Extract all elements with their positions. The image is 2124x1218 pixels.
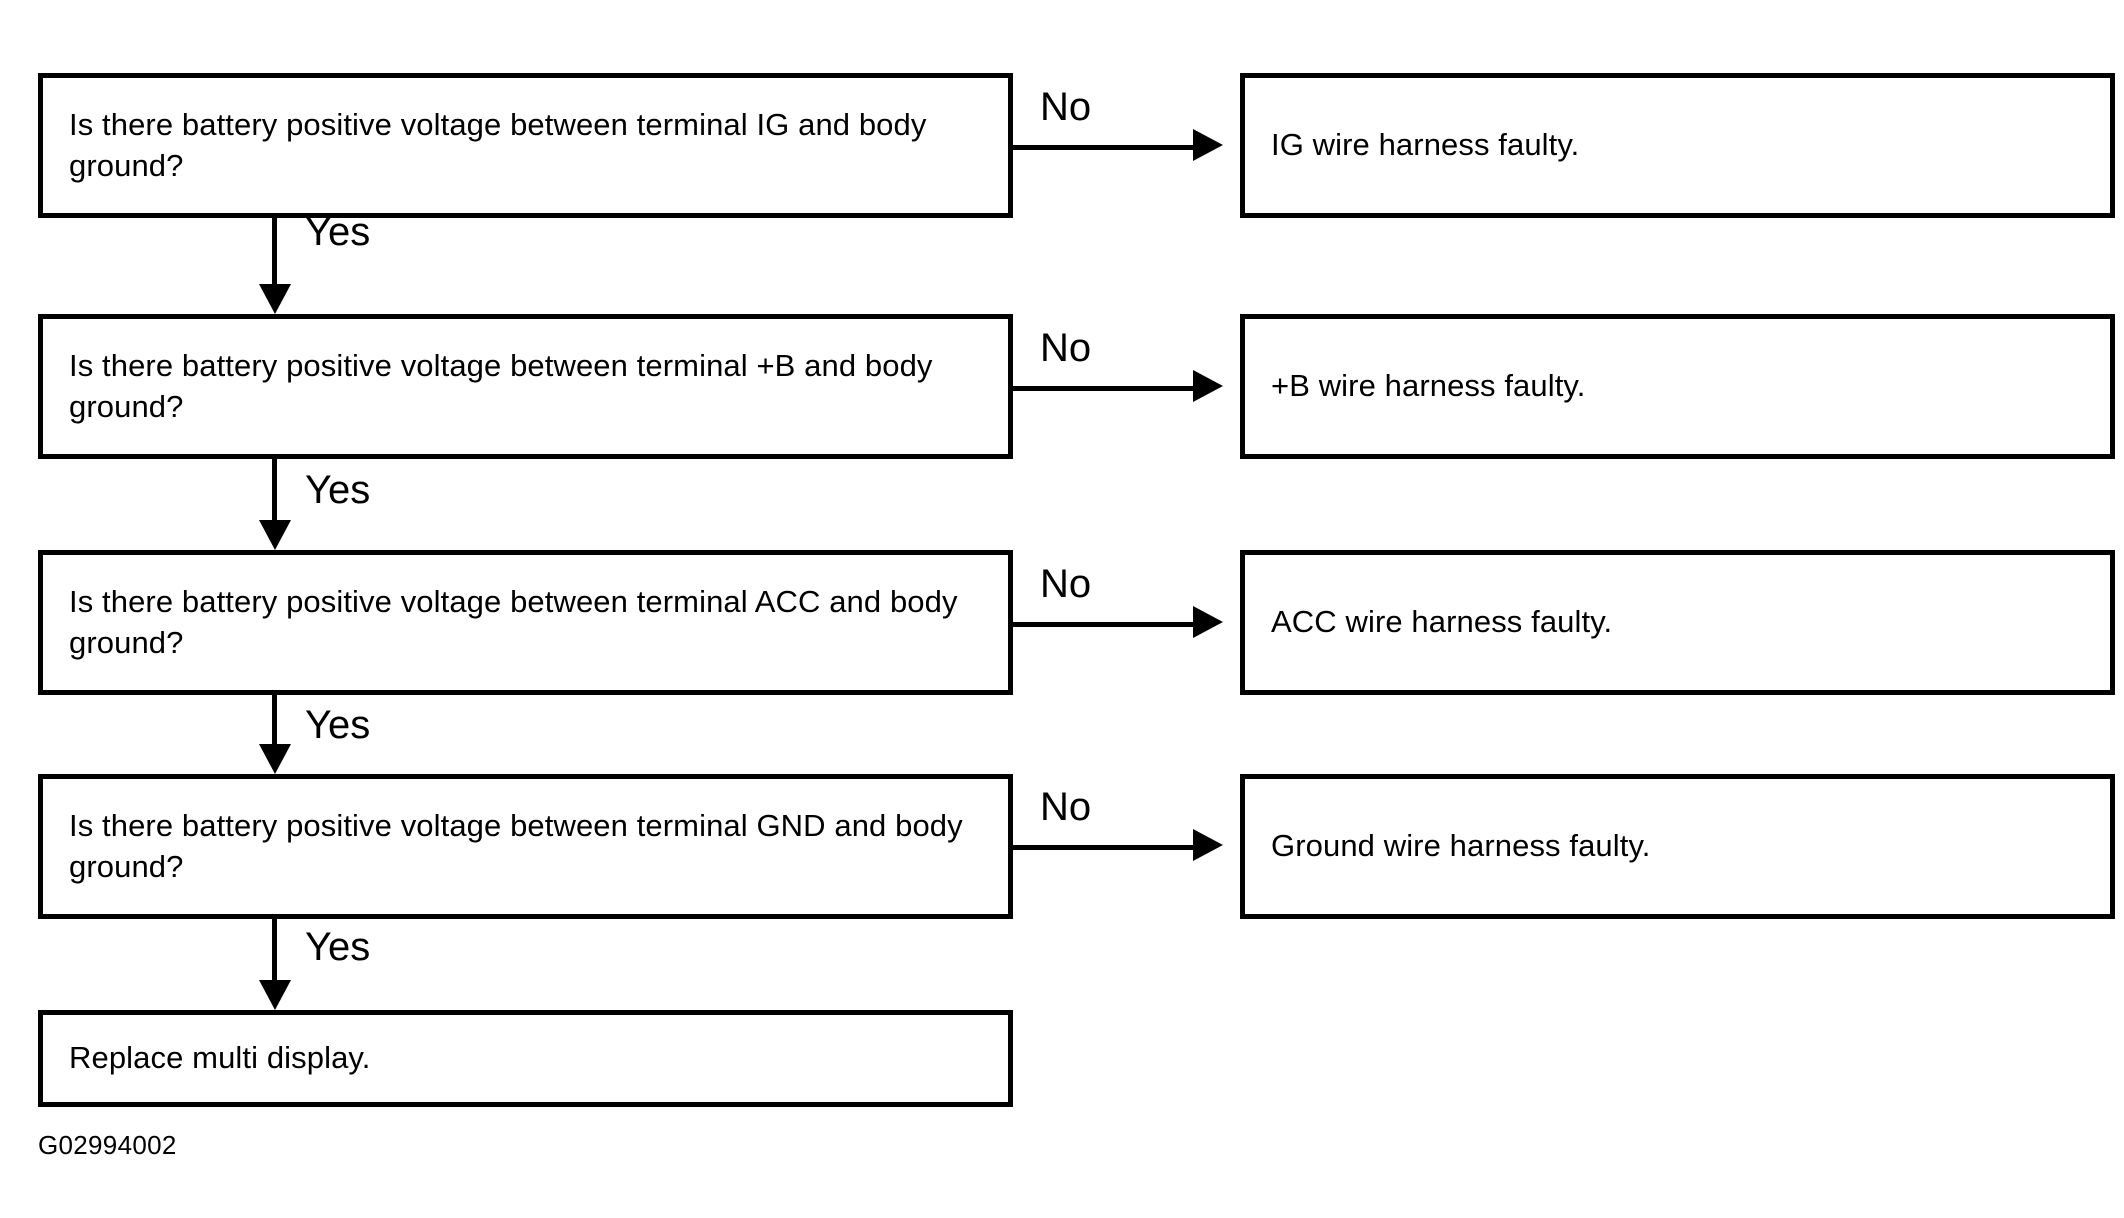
decision-node-b-label: Is there battery positive voltage between terminal +B and body ground? <box>69 347 933 424</box>
decision-node-ig <box>38 73 1013 218</box>
decision-node-acc-label: Is there battery positive voltage between terminal ACC and body ground? <box>69 583 958 660</box>
decision-node-b <box>38 314 1013 459</box>
arrow-head-ig-no <box>1193 129 1223 161</box>
edge-label-b-yes: Yes <box>305 468 371 512</box>
decision-node-acc <box>38 550 1013 695</box>
decision-node-ig-label: Is there battery positive voltage between terminal IG and body ground? <box>69 106 927 183</box>
connector-line-b-yes <box>272 459 277 520</box>
terminal-node-replace-display-label: Replace multi display. <box>69 1040 371 1076</box>
result-node-gnd <box>1240 774 2115 919</box>
edge-label-gnd-no: No <box>1040 785 1092 829</box>
result-node-acc-label: ACC wire harness faulty. <box>1271 604 1613 640</box>
connector-line-ig-no <box>1013 145 1193 150</box>
result-node-acc <box>1240 550 2115 695</box>
result-node-ig <box>1240 73 2115 218</box>
edge-label-acc-yes: Yes <box>305 703 371 747</box>
edge-label-ig-yes: Yes <box>305 210 371 254</box>
arrow-head-acc-no <box>1193 606 1223 638</box>
arrow-head-gnd-yes <box>259 980 291 1010</box>
connector-line-b-no <box>1013 386 1193 391</box>
result-node-b-label: +B wire harness faulty. <box>1271 368 1586 404</box>
terminal-node-replace-display <box>38 1010 1013 1107</box>
edge-label-ig-no: No <box>1040 85 1092 129</box>
result-node-b <box>1240 314 2115 459</box>
edge-label-gnd-yes: Yes <box>305 925 371 969</box>
connector-line-ig-yes <box>272 218 277 284</box>
decision-node-gnd-label: Is there battery positive voltage between terminal GND and body ground? <box>69 807 963 884</box>
result-node-gnd-label: Ground wire harness faulty. <box>1271 828 1651 864</box>
connector-line-acc-yes <box>272 695 277 744</box>
arrow-head-gnd-no <box>1193 829 1223 861</box>
connector-line-acc-no <box>1013 622 1193 627</box>
edge-label-acc-no: No <box>1040 562 1092 606</box>
figure-id-label: G02994002 <box>38 1130 177 1160</box>
arrow-head-b-no <box>1193 370 1223 402</box>
result-node-ig-label: IG wire harness faulty. <box>1271 127 1580 163</box>
arrow-head-b-yes <box>259 520 291 550</box>
edge-label-b-no: No <box>1040 326 1092 370</box>
connector-line-gnd-yes <box>272 919 277 980</box>
arrow-head-acc-yes <box>259 744 291 774</box>
connector-line-gnd-no <box>1013 845 1193 850</box>
decision-node-gnd <box>38 774 1013 919</box>
arrow-head-ig-yes <box>259 284 291 314</box>
